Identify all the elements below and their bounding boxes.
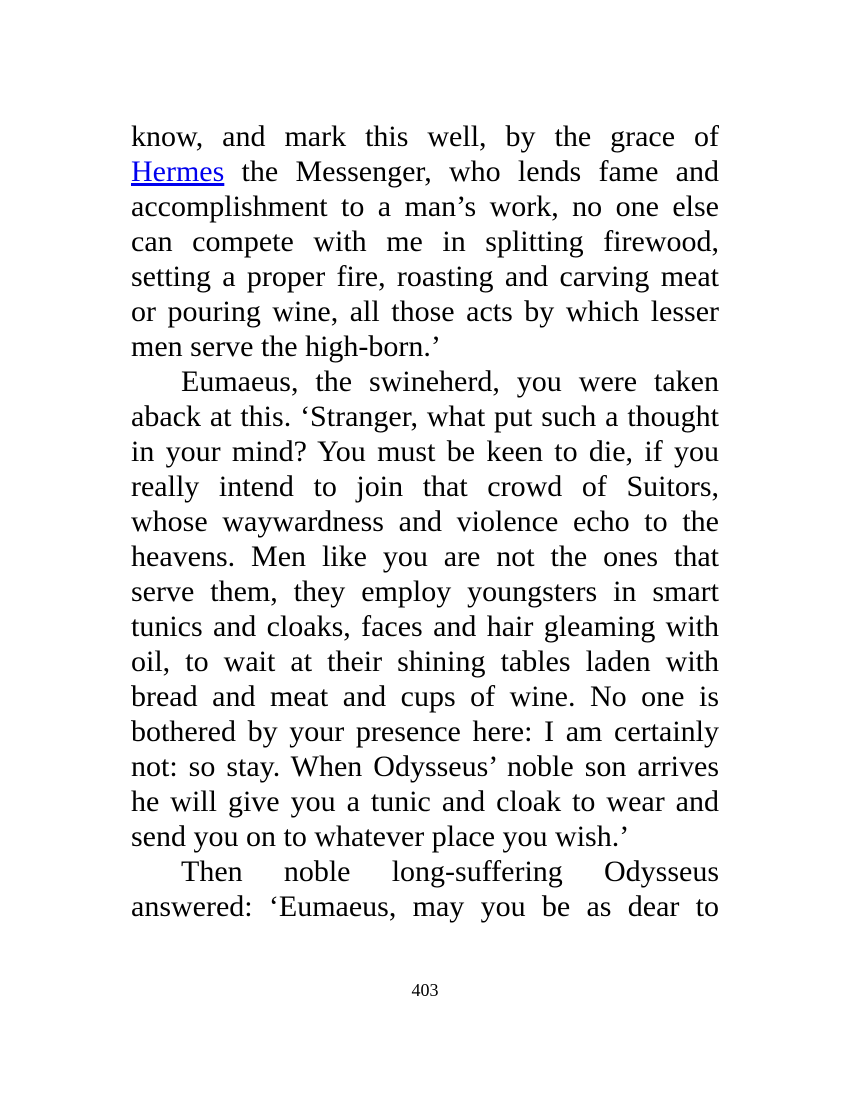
text-line: [131, 189, 719, 224]
text-segment: the Messenger, who lends fame and: [224, 155, 719, 188]
text-segment: he will give you a tunic and cloak to wear and: [131, 785, 719, 818]
text-segment: men serve the high-born.’: [131, 330, 441, 363]
text-segment: aback at this. ‘Stranger, what put such a thought: [131, 400, 719, 433]
text-line: [131, 784, 719, 819]
text-segment: serve them, they employ youngsters in smart: [131, 575, 719, 608]
text-line: [131, 714, 719, 749]
text-segment: tunics and cloaks, faces and hair gleaming with: [131, 610, 719, 643]
text-line: [131, 329, 719, 364]
text-line: [131, 609, 719, 644]
text-segment: send you on to whatever place you wish.’: [131, 820, 630, 853]
text-line: [131, 294, 719, 329]
text-line: [131, 434, 719, 469]
text-line: [131, 119, 719, 154]
text-line: [131, 644, 719, 679]
text-segment: Then noble long-suffering Odysseus: [181, 855, 719, 888]
text-line: [131, 259, 719, 294]
text-line: [131, 504, 719, 539]
text-segment: or pouring wine, all those acts by which lesser: [131, 295, 719, 328]
text-segment: in your mind? You must be keen to die, if you: [131, 435, 719, 468]
text-segment: whose waywardness and violence echo to the: [131, 505, 719, 538]
text-line: [131, 749, 719, 784]
text-line: [131, 889, 719, 924]
text-line: [131, 154, 719, 189]
text-line: [131, 679, 719, 714]
text-segment: answered: ‘Eumaeus, may you be as dear to: [131, 890, 719, 923]
text-line: [131, 574, 719, 609]
body-text: [131, 119, 719, 924]
text-line: [131, 364, 719, 399]
text-line: [131, 469, 719, 504]
text-segment: can compete with me in splitting firewood,: [131, 225, 719, 258]
text-segment: Eumaeus, the swineherd, you were taken: [181, 365, 719, 398]
page-number: 403: [411, 980, 439, 1000]
text-segment: really intend to join that crowd of Suitors,: [131, 470, 719, 503]
text-line: [131, 399, 719, 434]
paragraph: [131, 364, 719, 854]
text-segment: bread and meat and cups of wine. No one is: [131, 680, 719, 713]
text-line: [131, 819, 719, 854]
paragraph: [131, 854, 719, 924]
text-segment: know, and mark this well, by the grace of: [131, 120, 719, 153]
text-segment: bothered by your presence here: I am certainly: [131, 715, 719, 748]
text-segment: heavens. Men like you are not the ones that: [131, 540, 719, 573]
hermes-link[interactable]: Hermes: [131, 155, 225, 188]
text-segment: accomplishment to a man’s work, no one else: [131, 190, 719, 223]
text-segment: oil, to wait at their shining tables laden with: [131, 645, 719, 678]
text-line: [131, 224, 719, 259]
text-segment: setting a proper fire, roasting and carving meat: [131, 260, 719, 293]
text-line: [131, 539, 719, 574]
paragraph: [131, 119, 719, 364]
text-line: [131, 854, 719, 889]
text-segment: not: so stay. When Odysseus’ noble son arrives: [131, 750, 719, 783]
